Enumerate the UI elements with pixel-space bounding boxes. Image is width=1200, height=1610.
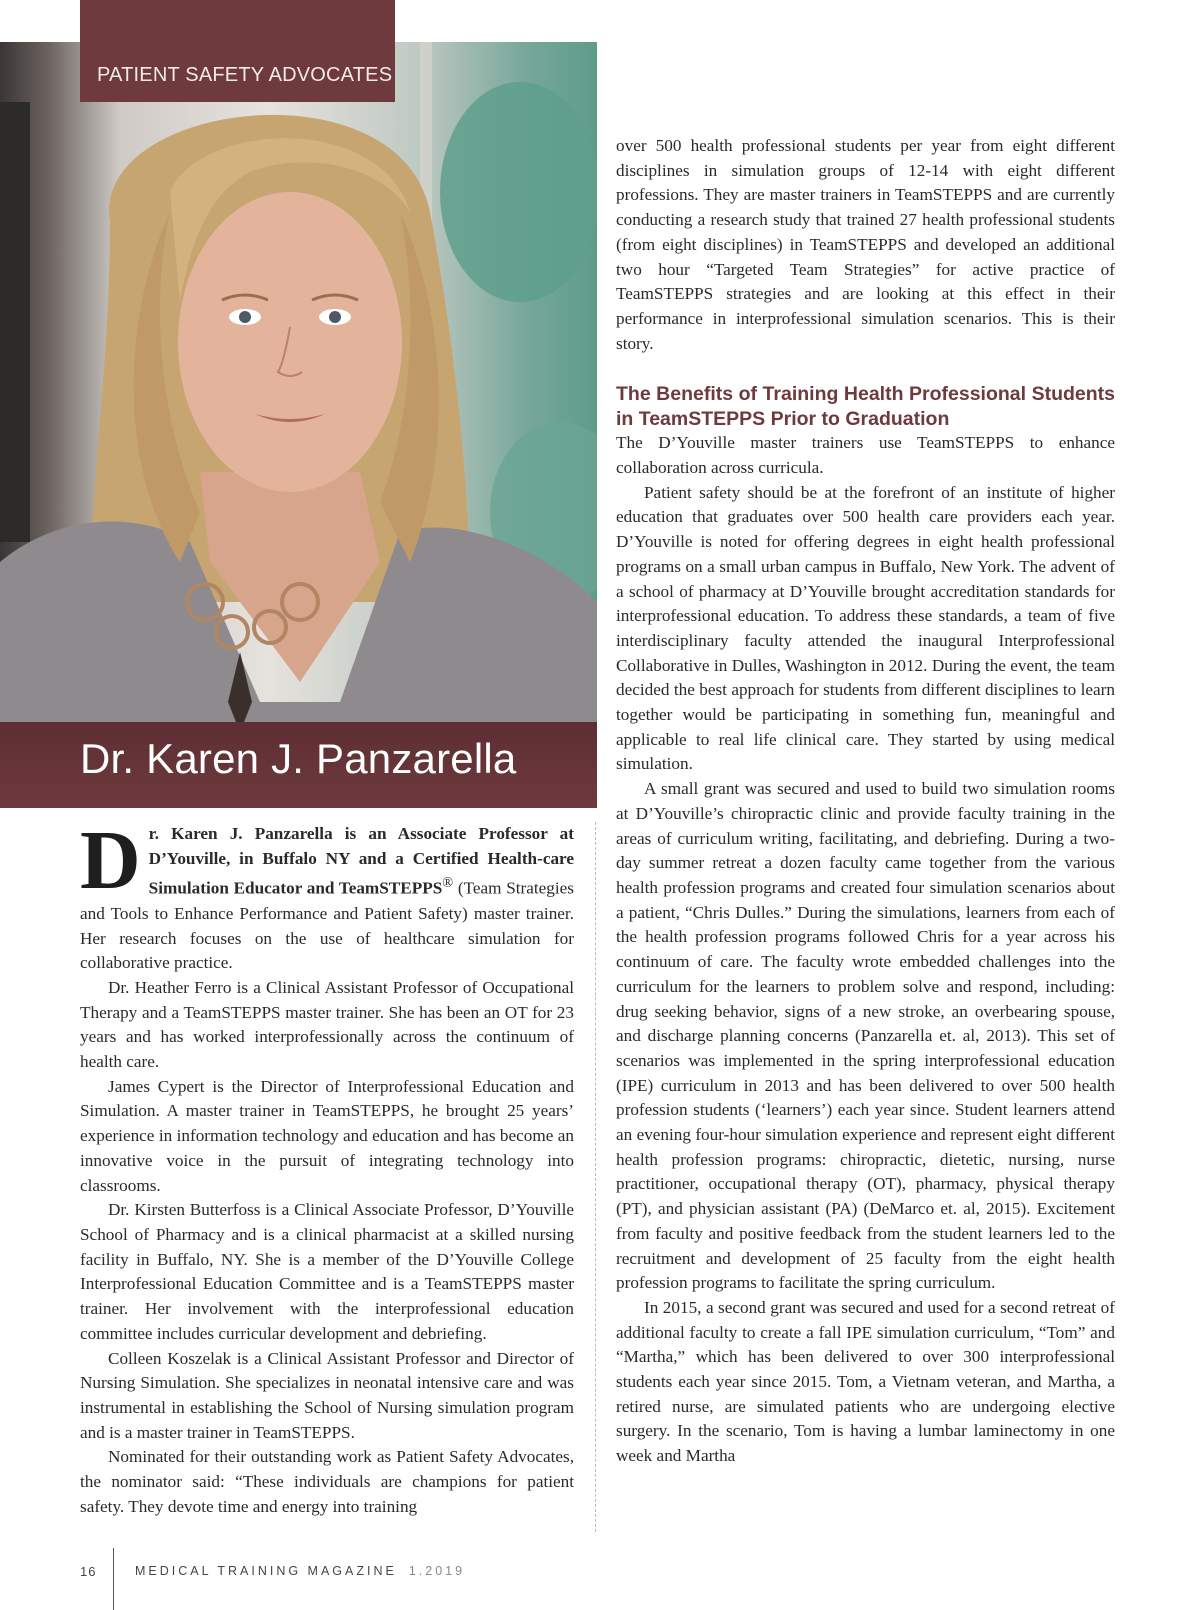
lead-rest-text: (Team Strategies and Tools to Enhance Performance and Patient Safety) master trainer. Her research focuses on the use of healthcare simulation for collaborative practice. bbox=[80, 879, 574, 973]
section-tab-label: PATIENT SAFETY ADVOCATES bbox=[97, 64, 393, 86]
left-iris bbox=[239, 311, 251, 323]
drop-cap: D bbox=[80, 814, 141, 907]
footer-rule bbox=[113, 1548, 114, 1610]
lead-paragraph bbox=[80, 814, 574, 976]
paragraph-koszelak: Colleen Koszelak is a Clinical Assistant Professor and Director of Nursing Simulation. She specializes in neonatal intensive care and was instrumental in establishing the School of Nursing simulation program and is a master trainer in TeamSTEPPS. bbox=[80, 1348, 574, 1442]
paragraph-nomination: Nominated for their outstanding work as Patient Safety Advocates, the nominator said: “These individuals are champions for patient safety. They devote time and energy into training bbox=[80, 1447, 574, 1516]
paragraph-small-grant: A small grant was secured and used to build two simulation rooms at D’Youville’s chiropractic clinic and provide faculty training in the areas of curriculum writing, facilitating, and debriefing. During a two-day summer retreat a dozen faculty came together from the various health profession programs and created four simulation scenarios about a patient, “Chris Dulles.” During the simulations, learners from each of the health profession programs followed Chris for a year across his continuum of care. The faculty wrote embedded challenges into the curriculum for the learners to problem solve and respond, including: drug seeking behavior, signs of a new stroke, an overbearing spouse, and discharge planning concerns (Panzarella et. al, 2013). This set of scenarios was implemented in the spring interprofessional education (IPE) curriculum in 2013 and has been delivered to over 500 health profession students (‘learners’) each year since. Student learners attend an evening four-hour simulation experience and represent eight different health profession programs: chiropractic, dietetic, nursing, nurse practitioner, occupational therapy (OT), pharmacy, physical therapy (PT), and physician assistant (PA) (DeMarco et. al, 2015). Excitement from faculty and positive feedback from the student learners led to the recruitment and development of 25 faculty from the eight health profession programs to facilitate the spring curriculum. bbox=[616, 779, 1115, 1293]
right-column bbox=[616, 134, 1115, 1469]
column-divider bbox=[595, 822, 596, 1532]
right-iris bbox=[329, 311, 341, 323]
left-column bbox=[80, 814, 574, 1519]
face bbox=[178, 192, 402, 492]
background-shelf bbox=[0, 102, 30, 542]
section-heading: The Benefits of Training Health Professional Students in TeamSTEPPS Prior to Graduation bbox=[616, 383, 1115, 430]
page-number: 16 bbox=[80, 1564, 97, 1579]
paragraph-ferro: Dr. Heather Ferro is a Clinical Assistant Professor of Occupational Therapy and a TeamSTEPPS master trainer. She has been an OT for 23 years and has worked interprofessionally across the continuum of health care. bbox=[80, 977, 574, 1072]
paragraph-intro: The D’Youville master trainers use TeamSTEPPS to enhance collaboration across curricula. bbox=[616, 433, 1115, 478]
paragraph-continuation: over 500 health professional students per year from eight different disciplines in simulation groups of 12-14 with eight different professions. They are master trainers in TeamSTEPPS and are currently conducting a research study that trained 27 health professional students (from eight disciplines) in TeamSTEPPS and developed an additional two hour “Targeted Team Strategies” for active practice of TeamSTEPPS strategies and are looking at this effect in their performance in interprofessional simulation scenarios. This is their story. bbox=[616, 136, 1115, 353]
footer-magazine bbox=[135, 1564, 465, 1578]
portrait-illustration bbox=[0, 42, 597, 722]
magazine-name: MEDICAL TRAINING MAGAZINE bbox=[135, 1564, 397, 1578]
lead-bold-text: r. Karen J. Panzarella is an Associate Professor at D’Youville, in Buffalo NY and a Certified Health-care Simulation Educator and TeamSTEPPS bbox=[148, 824, 574, 899]
registered-mark: ® bbox=[442, 875, 454, 892]
portrait-photo bbox=[0, 42, 597, 722]
paragraph-cypert: James Cypert is the Director of Interprofessional Education and Simulation. A master trainer in TeamSTEPPS, he brought 25 years’ experience in information technology and education and has become an innovative voice in the pursuit of integrating technology into classrooms. bbox=[80, 1076, 574, 1195]
paragraph-patient-safety: Patient safety should be at the forefront of an institute of higher education that graduates over 500 health care providers each year. D’Youville is noted for offering degrees in eight health professional programs on a small urban campus in Buffalo, New York. The advent of a school of pharmacy at D’Youville brought accreditation standards for interprofessional education. To address these standards, a team of five interdisciplinary faculty attended the inaugural Interprofessional Collaborative in Dulles, Washington in 2012. During the event, the team decided the best approach for students from different disciplines to learn together would be participating in something fun, meaningful and applicable to real life clinical care. They started by using medical simulation. bbox=[616, 482, 1115, 774]
background-ball bbox=[440, 82, 597, 302]
issue-number: 1.2019 bbox=[408, 1564, 466, 1578]
photo-caption-name: Dr. Karen J. Panzarella bbox=[80, 735, 517, 782]
paragraph-second-grant: In 2015, a second grant was secured and used for a second retreat of additional faculty to create a fall IPE simulation curriculum, “Tom” and “Martha,” which has been delivered to over 300 interprofessional students each year since 2015. Tom, a Vietnam veteran, and Martha, a retired nurse, are simulated patients who are undergoing elective surgery. In the scenario, Tom is having a lumbar laminectomy in one week and Martha bbox=[616, 1297, 1115, 1466]
paragraph-butterfoss: Dr. Kirsten Butterfoss is a Clinical Associate Professor, D’Youville School of Pharmacy and is a clinical pharmacist at a skilled nursing facility in Buffalo, NY. She is a member of the D’Youville College Interprofessional Education Committee and is a TeamSTEPPS master trainer. Her involvement with the interprofessional education committee includes curricular development and debriefing. bbox=[80, 1200, 574, 1343]
